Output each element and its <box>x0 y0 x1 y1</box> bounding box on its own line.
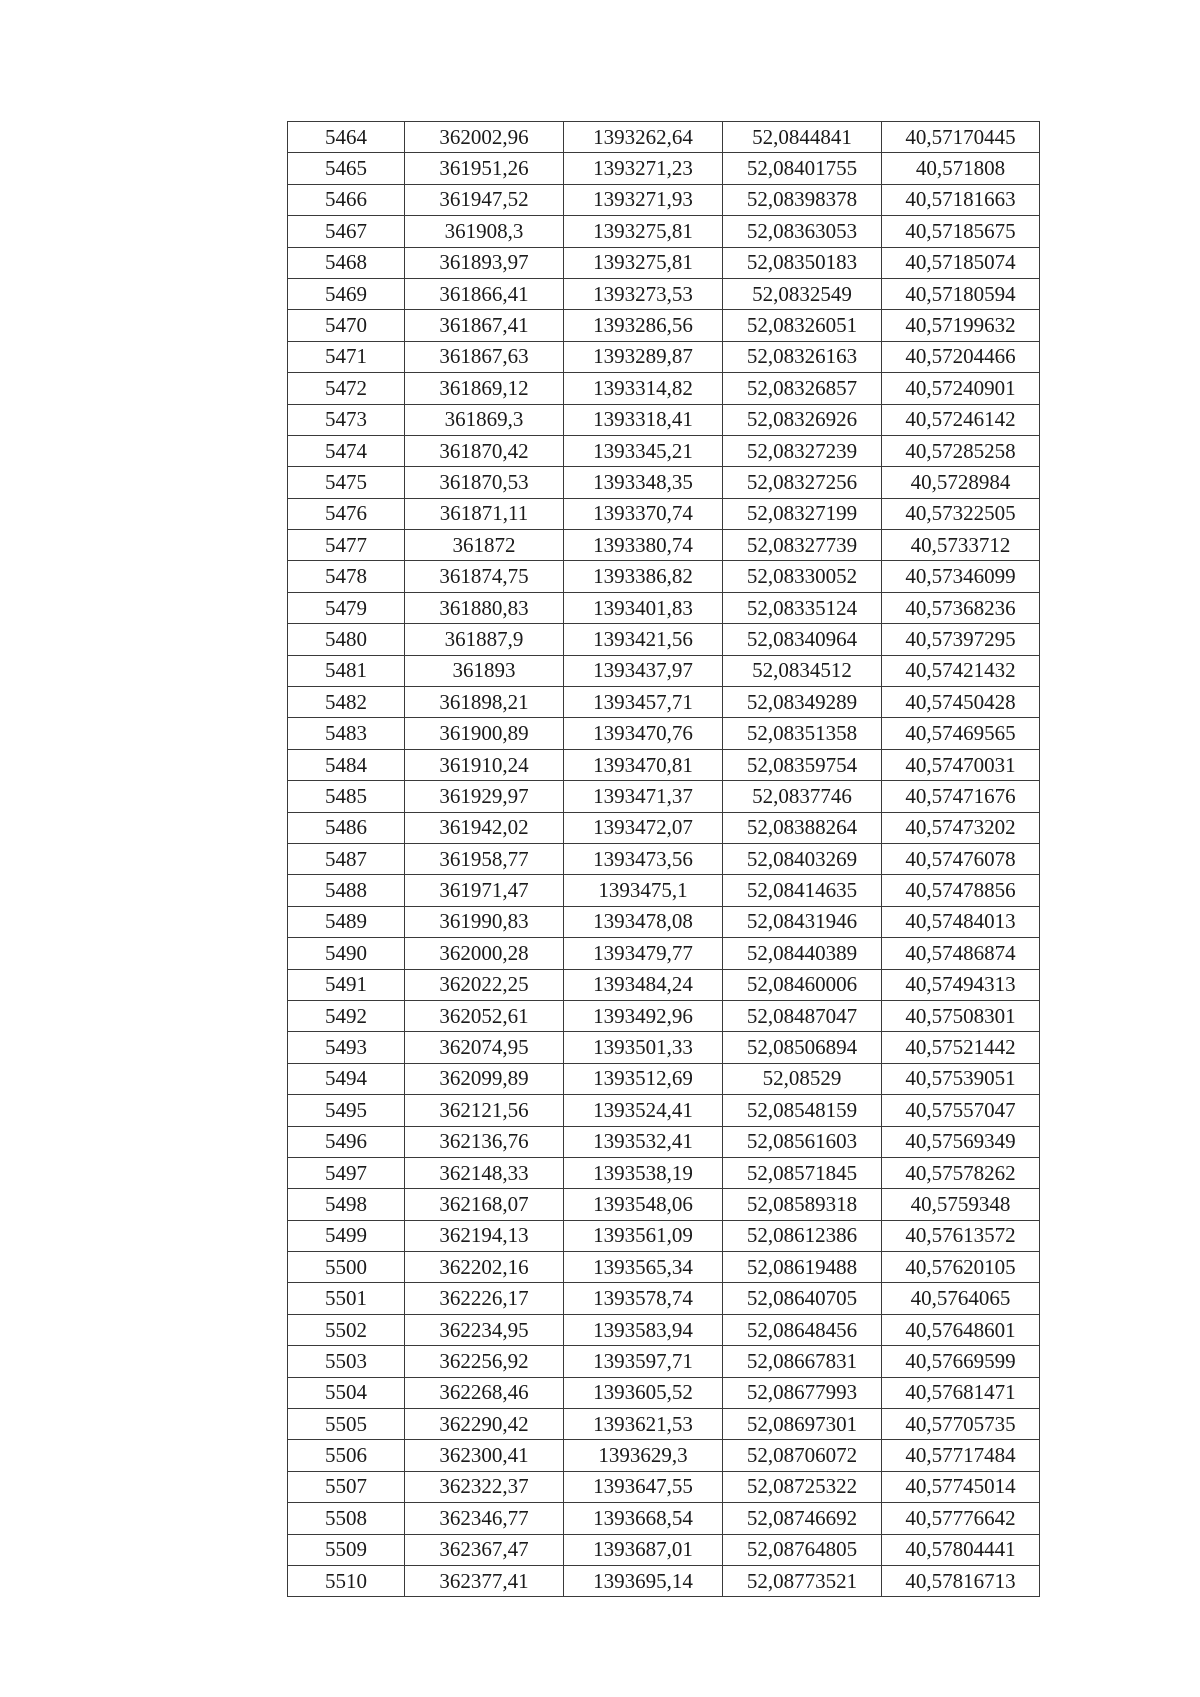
table-row <box>288 341 1040 372</box>
table-row <box>288 1534 1040 1565</box>
longitude-cell: 40,57421432 <box>882 655 1040 686</box>
table-row <box>288 1095 1040 1126</box>
table-row <box>288 1346 1040 1377</box>
longitude-cell: 40,57681471 <box>882 1377 1040 1408</box>
longitude-cell: 40,5733712 <box>882 530 1040 561</box>
table-row <box>288 1032 1040 1063</box>
longitude-cell: 40,5728984 <box>882 467 1040 498</box>
table-row <box>288 592 1040 623</box>
y-coordinate-cell: 1393647,55 <box>564 1471 723 1502</box>
x-coordinate-cell: 361951,26 <box>405 153 564 184</box>
x-coordinate-cell: 361971,47 <box>405 875 564 906</box>
point-number-cell: 5479 <box>288 592 405 623</box>
latitude-cell: 52,08667831 <box>723 1346 882 1377</box>
latitude-cell: 52,08340964 <box>723 624 882 655</box>
latitude-cell: 52,0834512 <box>723 655 882 686</box>
longitude-cell: 40,5764065 <box>882 1283 1040 1314</box>
point-number-cell: 5471 <box>288 341 405 372</box>
table-row <box>288 184 1040 215</box>
latitude-cell: 52,08403269 <box>723 843 882 874</box>
y-coordinate-cell: 1393289,87 <box>564 341 723 372</box>
y-coordinate-cell: 1393629,3 <box>564 1440 723 1471</box>
point-number-cell: 5484 <box>288 749 405 780</box>
x-coordinate-cell: 362377,41 <box>405 1565 564 1596</box>
table-row <box>288 530 1040 561</box>
x-coordinate-cell: 361867,63 <box>405 341 564 372</box>
longitude-cell: 40,57669599 <box>882 1346 1040 1377</box>
point-number-cell: 5467 <box>288 216 405 247</box>
y-coordinate-cell: 1393597,71 <box>564 1346 723 1377</box>
table-row <box>288 1377 1040 1408</box>
longitude-cell: 40,57199632 <box>882 310 1040 341</box>
latitude-cell: 52,08677993 <box>723 1377 882 1408</box>
x-coordinate-cell: 361880,83 <box>405 592 564 623</box>
latitude-cell: 52,08440389 <box>723 938 882 969</box>
x-coordinate-cell: 361942,02 <box>405 812 564 843</box>
point-number-cell: 5472 <box>288 373 405 404</box>
point-number-cell: 5497 <box>288 1157 405 1188</box>
longitude-cell: 40,57476078 <box>882 843 1040 874</box>
longitude-cell: 40,57322505 <box>882 498 1040 529</box>
longitude-cell: 40,57717484 <box>882 1440 1040 1471</box>
point-number-cell: 5493 <box>288 1032 405 1063</box>
longitude-cell: 40,57470031 <box>882 749 1040 780</box>
y-coordinate-cell: 1393472,07 <box>564 812 723 843</box>
table-row <box>288 624 1040 655</box>
x-coordinate-cell: 362099,89 <box>405 1063 564 1094</box>
point-number-cell: 5501 <box>288 1283 405 1314</box>
point-number-cell: 5468 <box>288 247 405 278</box>
y-coordinate-cell: 1393687,01 <box>564 1534 723 1565</box>
longitude-cell: 40,57539051 <box>882 1063 1040 1094</box>
longitude-cell: 40,57578262 <box>882 1157 1040 1188</box>
table-row <box>288 843 1040 874</box>
point-number-cell: 5494 <box>288 1063 405 1094</box>
latitude-cell: 52,08326163 <box>723 341 882 372</box>
x-coordinate-cell: 361958,77 <box>405 843 564 874</box>
latitude-cell: 52,08326926 <box>723 404 882 435</box>
point-number-cell: 5469 <box>288 278 405 309</box>
x-coordinate-cell: 362322,37 <box>405 1471 564 1502</box>
longitude-cell: 40,57471676 <box>882 781 1040 812</box>
longitude-cell: 40,57185675 <box>882 216 1040 247</box>
x-coordinate-cell: 361910,24 <box>405 749 564 780</box>
point-number-cell: 5500 <box>288 1252 405 1283</box>
longitude-cell: 40,57569349 <box>882 1126 1040 1157</box>
latitude-cell: 52,08398378 <box>723 184 882 215</box>
x-coordinate-cell: 361866,41 <box>405 278 564 309</box>
table-row <box>288 498 1040 529</box>
y-coordinate-cell: 1393492,96 <box>564 1000 723 1031</box>
table-row <box>288 1440 1040 1471</box>
table-row <box>288 906 1040 937</box>
longitude-cell: 40,57397295 <box>882 624 1040 655</box>
table-row <box>288 1000 1040 1031</box>
coordinates-table <box>287 121 1040 1597</box>
longitude-cell: 40,57776642 <box>882 1503 1040 1534</box>
x-coordinate-cell: 362136,76 <box>405 1126 564 1157</box>
point-number-cell: 5476 <box>288 498 405 529</box>
point-number-cell: 5489 <box>288 906 405 937</box>
latitude-cell: 52,08414635 <box>723 875 882 906</box>
longitude-cell: 40,57557047 <box>882 1095 1040 1126</box>
point-number-cell: 5465 <box>288 153 405 184</box>
longitude-cell: 40,57185074 <box>882 247 1040 278</box>
longitude-cell: 40,57745014 <box>882 1471 1040 1502</box>
point-number-cell: 5487 <box>288 843 405 874</box>
latitude-cell: 52,08326051 <box>723 310 882 341</box>
x-coordinate-cell: 361929,97 <box>405 781 564 812</box>
table-row <box>288 153 1040 184</box>
y-coordinate-cell: 1393271,23 <box>564 153 723 184</box>
latitude-cell: 52,08326857 <box>723 373 882 404</box>
point-number-cell: 5508 <box>288 1503 405 1534</box>
longitude-cell: 40,5759348 <box>882 1189 1040 1220</box>
table-row <box>288 1220 1040 1251</box>
x-coordinate-cell: 361867,41 <box>405 310 564 341</box>
y-coordinate-cell: 1393548,06 <box>564 1189 723 1220</box>
longitude-cell: 40,57613572 <box>882 1220 1040 1251</box>
y-coordinate-cell: 1393471,37 <box>564 781 723 812</box>
y-coordinate-cell: 1393275,81 <box>564 216 723 247</box>
longitude-cell: 40,57705735 <box>882 1409 1040 1440</box>
point-number-cell: 5498 <box>288 1189 405 1220</box>
x-coordinate-cell: 361872 <box>405 530 564 561</box>
x-coordinate-cell: 362074,95 <box>405 1032 564 1063</box>
latitude-cell: 52,08529 <box>723 1063 882 1094</box>
table-row <box>288 1314 1040 1345</box>
y-coordinate-cell: 1393457,71 <box>564 687 723 718</box>
y-coordinate-cell: 1393370,74 <box>564 498 723 529</box>
table-row <box>288 278 1040 309</box>
latitude-cell: 52,08335124 <box>723 592 882 623</box>
y-coordinate-cell: 1393621,53 <box>564 1409 723 1440</box>
x-coordinate-cell: 362022,25 <box>405 969 564 1000</box>
x-coordinate-cell: 362194,13 <box>405 1220 564 1251</box>
latitude-cell: 52,08327199 <box>723 498 882 529</box>
x-coordinate-cell: 362367,47 <box>405 1534 564 1565</box>
x-coordinate-cell: 361871,11 <box>405 498 564 529</box>
y-coordinate-cell: 1393275,81 <box>564 247 723 278</box>
table-row <box>288 1409 1040 1440</box>
x-coordinate-cell: 361893,97 <box>405 247 564 278</box>
latitude-cell: 52,08640705 <box>723 1283 882 1314</box>
y-coordinate-cell: 1393273,53 <box>564 278 723 309</box>
latitude-cell: 52,0844841 <box>723 122 882 153</box>
latitude-cell: 52,08327256 <box>723 467 882 498</box>
table-row <box>288 310 1040 341</box>
y-coordinate-cell: 1393479,77 <box>564 938 723 969</box>
y-coordinate-cell: 1393532,41 <box>564 1126 723 1157</box>
latitude-cell: 52,08506894 <box>723 1032 882 1063</box>
x-coordinate-cell: 361908,3 <box>405 216 564 247</box>
y-coordinate-cell: 1393318,41 <box>564 404 723 435</box>
longitude-cell: 40,57494313 <box>882 969 1040 1000</box>
y-coordinate-cell: 1393470,76 <box>564 718 723 749</box>
longitude-cell: 40,57170445 <box>882 122 1040 153</box>
latitude-cell: 52,08648456 <box>723 1314 882 1345</box>
y-coordinate-cell: 1393345,21 <box>564 435 723 466</box>
longitude-cell: 40,57469565 <box>882 718 1040 749</box>
point-number-cell: 5506 <box>288 1440 405 1471</box>
point-number-cell: 5481 <box>288 655 405 686</box>
point-number-cell: 5486 <box>288 812 405 843</box>
table-row <box>288 938 1040 969</box>
y-coordinate-cell: 1393286,56 <box>564 310 723 341</box>
longitude-cell: 40,57246142 <box>882 404 1040 435</box>
x-coordinate-cell: 361990,83 <box>405 906 564 937</box>
longitude-cell: 40,57804441 <box>882 1534 1040 1565</box>
longitude-cell: 40,57620105 <box>882 1252 1040 1283</box>
point-number-cell: 5505 <box>288 1409 405 1440</box>
y-coordinate-cell: 1393478,08 <box>564 906 723 937</box>
longitude-cell: 40,57450428 <box>882 687 1040 718</box>
x-coordinate-cell: 361870,42 <box>405 435 564 466</box>
x-coordinate-cell: 361893 <box>405 655 564 686</box>
x-coordinate-cell: 362052,61 <box>405 1000 564 1031</box>
table-row <box>288 435 1040 466</box>
latitude-cell: 52,08388264 <box>723 812 882 843</box>
point-number-cell: 5507 <box>288 1471 405 1502</box>
y-coordinate-cell: 1393473,56 <box>564 843 723 874</box>
latitude-cell: 52,08487047 <box>723 1000 882 1031</box>
table-row <box>288 373 1040 404</box>
table-row <box>288 122 1040 153</box>
y-coordinate-cell: 1393538,19 <box>564 1157 723 1188</box>
table-row <box>288 404 1040 435</box>
x-coordinate-cell: 361869,12 <box>405 373 564 404</box>
table-row <box>288 1126 1040 1157</box>
table-row <box>288 1157 1040 1188</box>
point-number-cell: 5475 <box>288 467 405 498</box>
latitude-cell: 52,08706072 <box>723 1440 882 1471</box>
point-number-cell: 5466 <box>288 184 405 215</box>
table-row <box>288 812 1040 843</box>
longitude-cell: 40,57508301 <box>882 1000 1040 1031</box>
table-row <box>288 781 1040 812</box>
longitude-cell: 40,57240901 <box>882 373 1040 404</box>
latitude-cell: 52,08327739 <box>723 530 882 561</box>
latitude-cell: 52,08548159 <box>723 1095 882 1126</box>
latitude-cell: 52,08460006 <box>723 969 882 1000</box>
latitude-cell: 52,08589318 <box>723 1189 882 1220</box>
x-coordinate-cell: 361947,52 <box>405 184 564 215</box>
point-number-cell: 5483 <box>288 718 405 749</box>
point-number-cell: 5509 <box>288 1534 405 1565</box>
point-number-cell: 5478 <box>288 561 405 592</box>
point-number-cell: 5491 <box>288 969 405 1000</box>
point-number-cell: 5510 <box>288 1565 405 1596</box>
point-number-cell: 5492 <box>288 1000 405 1031</box>
table-row <box>288 749 1040 780</box>
table-row <box>288 1063 1040 1094</box>
longitude-cell: 40,57521442 <box>882 1032 1040 1063</box>
y-coordinate-cell: 1393262,64 <box>564 122 723 153</box>
point-number-cell: 5474 <box>288 435 405 466</box>
table-row <box>288 467 1040 498</box>
table-row <box>288 1252 1040 1283</box>
longitude-cell: 40,57368236 <box>882 592 1040 623</box>
latitude-cell: 52,0832549 <box>723 278 882 309</box>
y-coordinate-cell: 1393386,82 <box>564 561 723 592</box>
y-coordinate-cell: 1393512,69 <box>564 1063 723 1094</box>
y-coordinate-cell: 1393271,93 <box>564 184 723 215</box>
x-coordinate-cell: 361900,89 <box>405 718 564 749</box>
latitude-cell: 52,08363053 <box>723 216 882 247</box>
y-coordinate-cell: 1393501,33 <box>564 1032 723 1063</box>
y-coordinate-cell: 1393524,41 <box>564 1095 723 1126</box>
point-number-cell: 5503 <box>288 1346 405 1377</box>
x-coordinate-cell: 362256,92 <box>405 1346 564 1377</box>
latitude-cell: 52,08697301 <box>723 1409 882 1440</box>
latitude-cell: 52,08349289 <box>723 687 882 718</box>
longitude-cell: 40,57180594 <box>882 278 1040 309</box>
latitude-cell: 52,08725322 <box>723 1471 882 1502</box>
latitude-cell: 52,08746692 <box>723 1503 882 1534</box>
longitude-cell: 40,571808 <box>882 153 1040 184</box>
point-number-cell: 5464 <box>288 122 405 153</box>
table-row <box>288 216 1040 247</box>
y-coordinate-cell: 1393314,82 <box>564 373 723 404</box>
table-row <box>288 1503 1040 1534</box>
coordinates-table-body <box>288 122 1040 1597</box>
longitude-cell: 40,57204466 <box>882 341 1040 372</box>
y-coordinate-cell: 1393695,14 <box>564 1565 723 1596</box>
y-coordinate-cell: 1393583,94 <box>564 1314 723 1345</box>
x-coordinate-cell: 362346,77 <box>405 1503 564 1534</box>
latitude-cell: 52,08612386 <box>723 1220 882 1251</box>
point-number-cell: 5477 <box>288 530 405 561</box>
longitude-cell: 40,57473202 <box>882 812 1040 843</box>
latitude-cell: 52,08764805 <box>723 1534 882 1565</box>
y-coordinate-cell: 1393668,54 <box>564 1503 723 1534</box>
x-coordinate-cell: 361869,3 <box>405 404 564 435</box>
table-row <box>288 247 1040 278</box>
y-coordinate-cell: 1393578,74 <box>564 1283 723 1314</box>
longitude-cell: 40,57486874 <box>882 938 1040 969</box>
latitude-cell: 52,0837746 <box>723 781 882 812</box>
table-row <box>288 969 1040 1000</box>
x-coordinate-cell: 362168,07 <box>405 1189 564 1220</box>
y-coordinate-cell: 1393421,56 <box>564 624 723 655</box>
x-coordinate-cell: 362002,96 <box>405 122 564 153</box>
latitude-cell: 52,08431946 <box>723 906 882 937</box>
longitude-cell: 40,57478856 <box>882 875 1040 906</box>
y-coordinate-cell: 1393605,52 <box>564 1377 723 1408</box>
table-row <box>288 875 1040 906</box>
table-row <box>288 655 1040 686</box>
x-coordinate-cell: 361898,21 <box>405 687 564 718</box>
latitude-cell: 52,08359754 <box>723 749 882 780</box>
table-row <box>288 1283 1040 1314</box>
latitude-cell: 52,08619488 <box>723 1252 882 1283</box>
latitude-cell: 52,08327239 <box>723 435 882 466</box>
x-coordinate-cell: 361870,53 <box>405 467 564 498</box>
latitude-cell: 52,08571845 <box>723 1157 882 1188</box>
point-number-cell: 5488 <box>288 875 405 906</box>
point-number-cell: 5504 <box>288 1377 405 1408</box>
table-row <box>288 1565 1040 1596</box>
x-coordinate-cell: 362290,42 <box>405 1409 564 1440</box>
point-number-cell: 5473 <box>288 404 405 435</box>
point-number-cell: 5482 <box>288 687 405 718</box>
longitude-cell: 40,57484013 <box>882 906 1040 937</box>
latitude-cell: 52,08351358 <box>723 718 882 749</box>
point-number-cell: 5490 <box>288 938 405 969</box>
table-row <box>288 718 1040 749</box>
x-coordinate-cell: 362234,95 <box>405 1314 564 1345</box>
y-coordinate-cell: 1393437,97 <box>564 655 723 686</box>
y-coordinate-cell: 1393470,81 <box>564 749 723 780</box>
point-number-cell: 5496 <box>288 1126 405 1157</box>
latitude-cell: 52,08330052 <box>723 561 882 592</box>
y-coordinate-cell: 1393475,1 <box>564 875 723 906</box>
table-row <box>288 1471 1040 1502</box>
latitude-cell: 52,08561603 <box>723 1126 882 1157</box>
longitude-cell: 40,57816713 <box>882 1565 1040 1596</box>
point-number-cell: 5502 <box>288 1314 405 1345</box>
x-coordinate-cell: 361874,75 <box>405 561 564 592</box>
y-coordinate-cell: 1393380,74 <box>564 530 723 561</box>
point-number-cell: 5480 <box>288 624 405 655</box>
point-number-cell: 5470 <box>288 310 405 341</box>
point-number-cell: 5495 <box>288 1095 405 1126</box>
longitude-cell: 40,57648601 <box>882 1314 1040 1345</box>
x-coordinate-cell: 362148,33 <box>405 1157 564 1188</box>
y-coordinate-cell: 1393348,35 <box>564 467 723 498</box>
y-coordinate-cell: 1393401,83 <box>564 592 723 623</box>
latitude-cell: 52,08773521 <box>723 1565 882 1596</box>
table-row <box>288 1189 1040 1220</box>
x-coordinate-cell: 362121,56 <box>405 1095 564 1126</box>
longitude-cell: 40,57181663 <box>882 184 1040 215</box>
x-coordinate-cell: 362202,16 <box>405 1252 564 1283</box>
table-row <box>288 561 1040 592</box>
x-coordinate-cell: 362300,41 <box>405 1440 564 1471</box>
y-coordinate-cell: 1393484,24 <box>564 969 723 1000</box>
table-row <box>288 687 1040 718</box>
longitude-cell: 40,57285258 <box>882 435 1040 466</box>
y-coordinate-cell: 1393561,09 <box>564 1220 723 1251</box>
x-coordinate-cell: 362226,17 <box>405 1283 564 1314</box>
latitude-cell: 52,08350183 <box>723 247 882 278</box>
latitude-cell: 52,08401755 <box>723 153 882 184</box>
longitude-cell: 40,57346099 <box>882 561 1040 592</box>
point-number-cell: 5499 <box>288 1220 405 1251</box>
point-number-cell: 5485 <box>288 781 405 812</box>
x-coordinate-cell: 362268,46 <box>405 1377 564 1408</box>
y-coordinate-cell: 1393565,34 <box>564 1252 723 1283</box>
x-coordinate-cell: 362000,28 <box>405 938 564 969</box>
x-coordinate-cell: 361887,9 <box>405 624 564 655</box>
